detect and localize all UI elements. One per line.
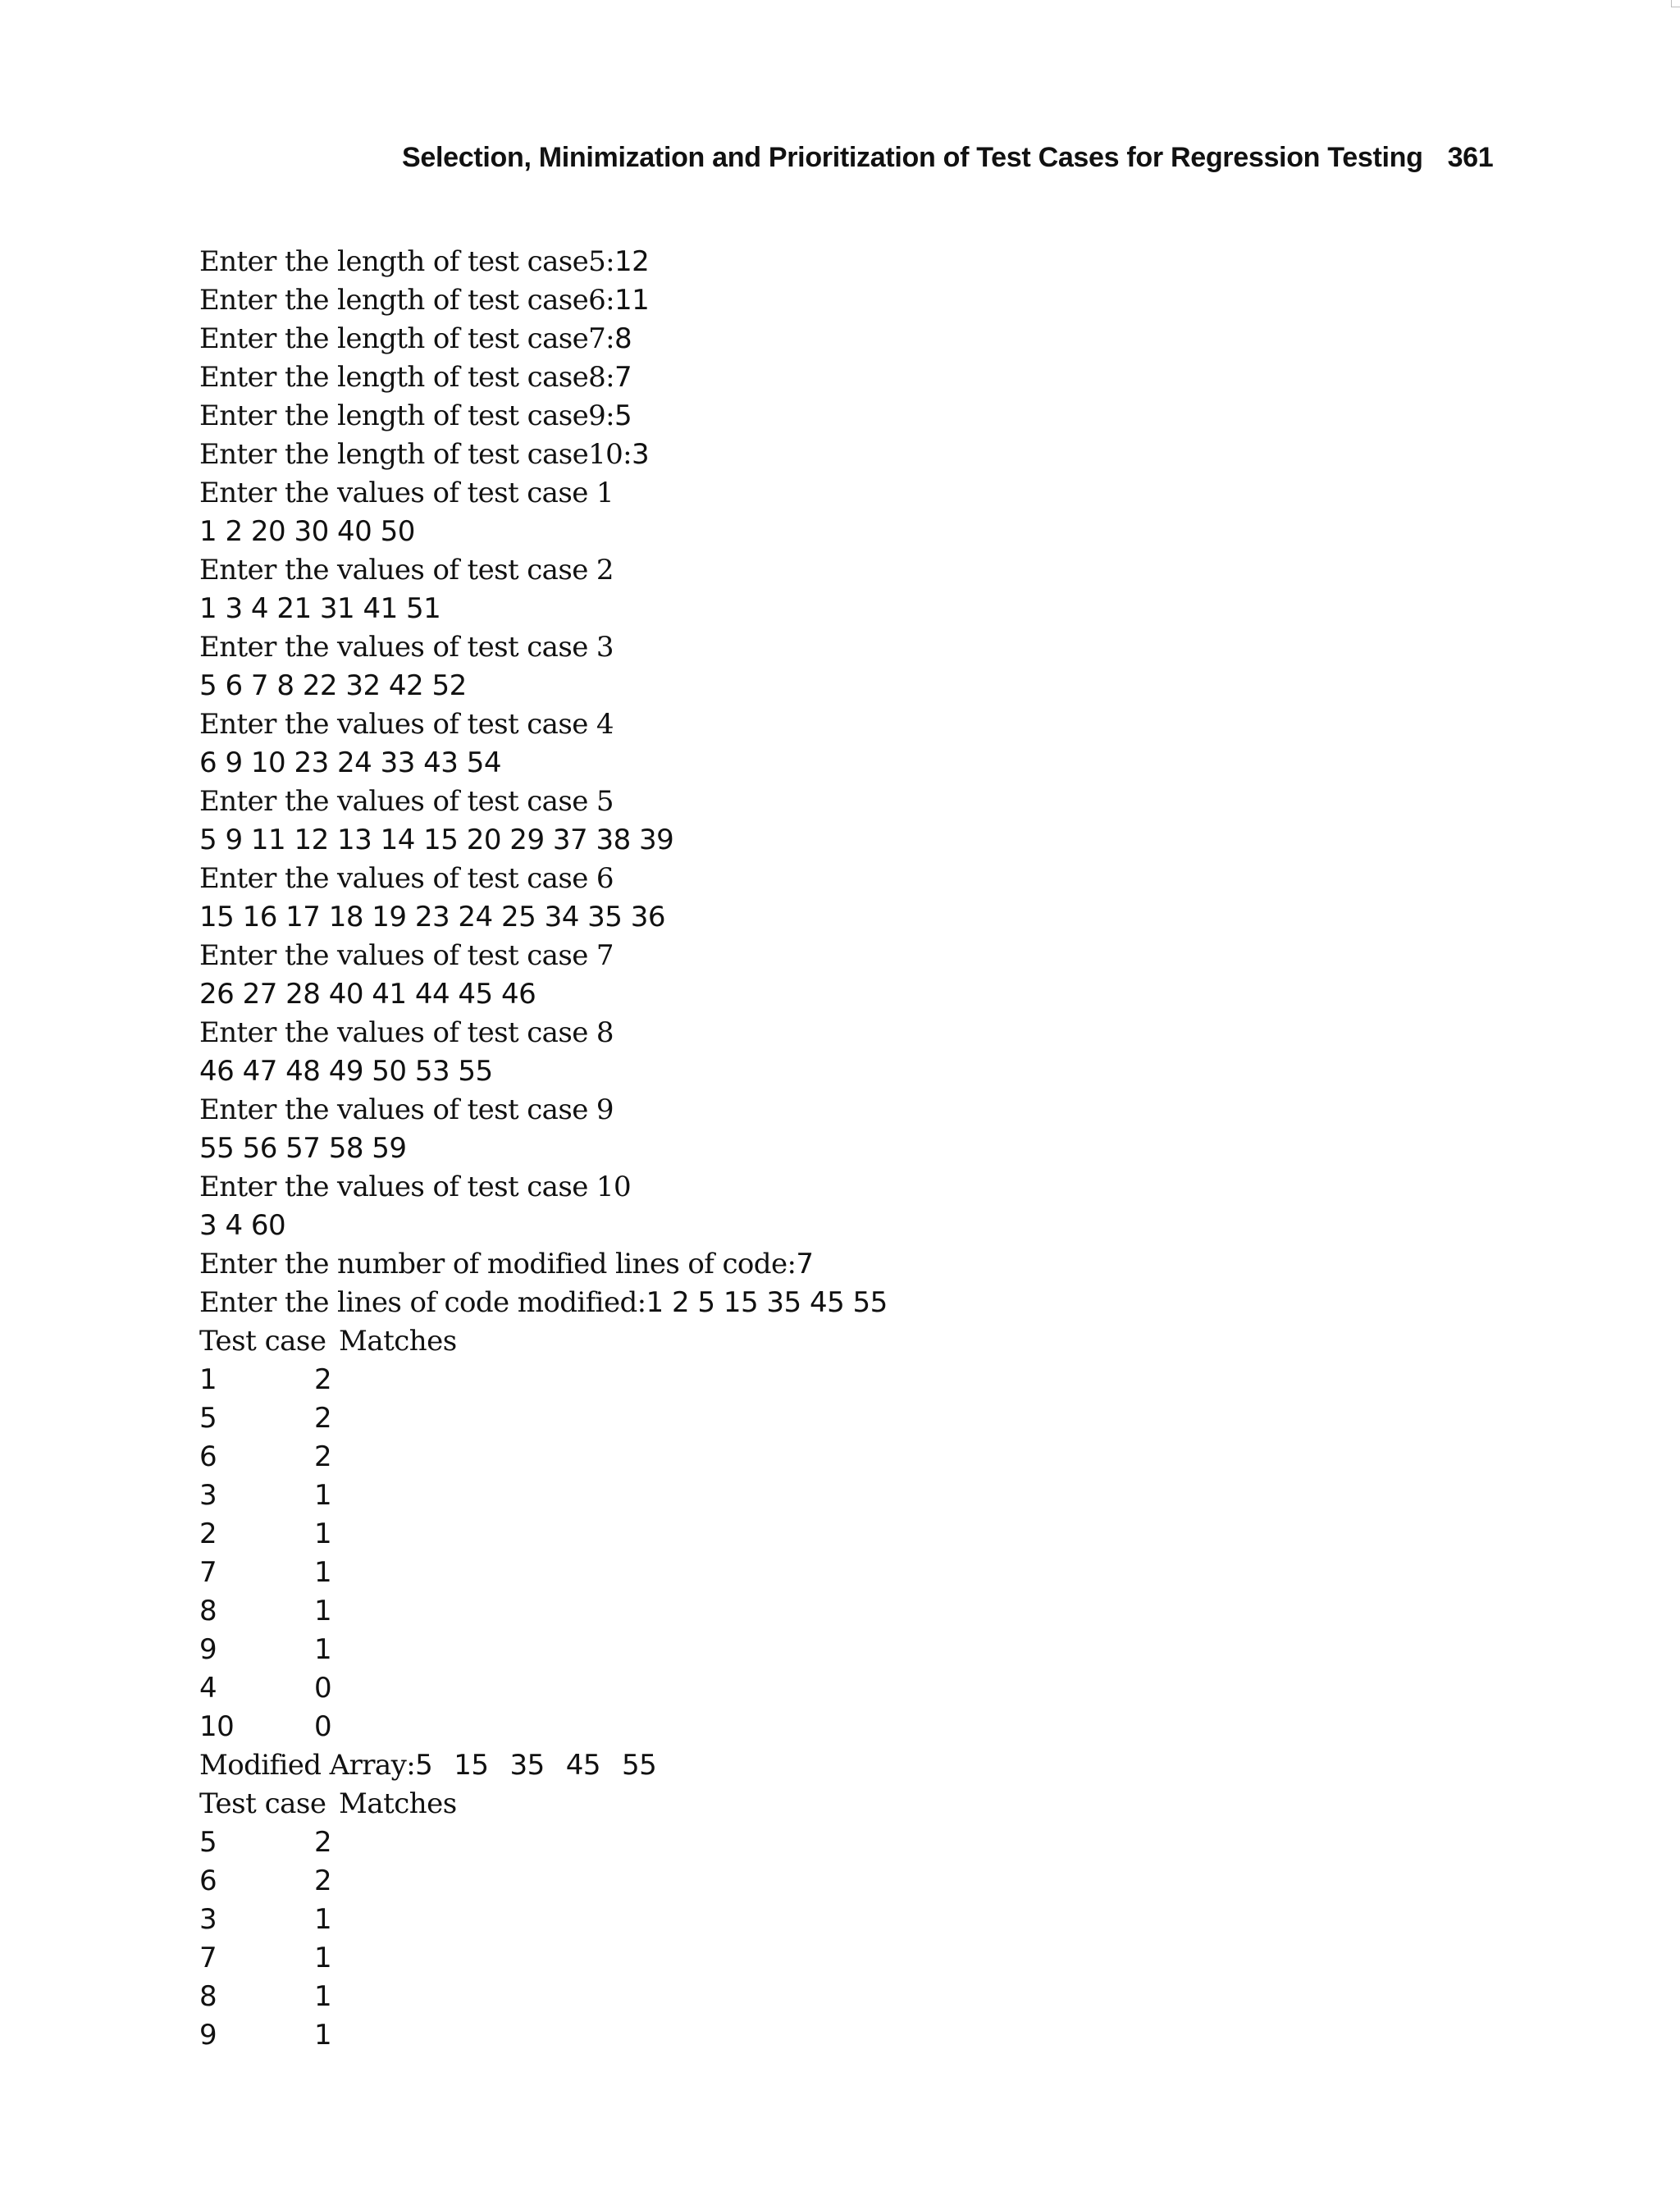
values-prompt: Enter the values of test case 9 [199, 1093, 614, 1126]
modified-lines-value: 1 2 5 15 35 45 55 [646, 1286, 888, 1319]
modified-array-value: 35 [509, 1749, 545, 1782]
matches-cell: 2 [314, 1363, 332, 1396]
matches-cell: 1 [314, 1980, 332, 2013]
test-case-cell: 9 [199, 2019, 217, 2052]
length-prompt-label: Enter the length of test case5: [199, 245, 615, 278]
table-row [199, 1399, 1512, 1438]
length-prompt-label: Enter the length of test case8: [199, 361, 615, 394]
modified-array-value: 55 [622, 1749, 657, 1782]
length-prompt-line [199, 397, 1512, 436]
matches-cell: 0 [314, 1710, 332, 1743]
table-row [199, 1631, 1512, 1669]
table-row [199, 1862, 1512, 1901]
table-row [199, 1438, 1512, 1477]
values-prompt: Enter the values of test case 8 [199, 1016, 614, 1049]
table1-header [199, 1322, 1512, 1361]
length-input-value: 12 [614, 245, 650, 278]
test-case-cell: 6 [199, 1865, 217, 1897]
values-prompt: Enter the values of test case 5 [199, 785, 614, 818]
matches-cell: 1 [314, 1942, 332, 1974]
table-row [199, 1669, 1512, 1708]
values-input: 1 2 20 30 40 50 [199, 515, 415, 548]
modified-count-label: Enter the number of modified lines of code: [199, 1248, 797, 1280]
values-input: 15 16 17 18 19 23 24 25 34 35 36 [199, 901, 665, 933]
matches-cell: 1 [314, 1518, 332, 1550]
values-prompt: Enter the values of test case 3 [199, 631, 614, 664]
modified-array-line [199, 1746, 1512, 1785]
matches-cell: 2 [314, 1865, 332, 1897]
values-input: 46 47 48 49 50 53 55 [199, 1055, 493, 1088]
length-prompt-line [199, 358, 1512, 397]
values-input: 1 3 4 21 31 41 51 [199, 592, 441, 625]
test-case-cell: 5 [199, 1826, 217, 1859]
length-prompt-line [199, 320, 1512, 358]
table2-header [199, 1785, 1512, 1823]
values-input: 5 9 11 12 13 14 15 20 29 37 38 39 [199, 824, 674, 856]
values-prompt: Enter the values of test case 6 [199, 862, 614, 895]
page-header [402, 136, 1494, 179]
values-input: 3 4 60 [199, 1209, 286, 1242]
test-case-cell: 10 [199, 1710, 235, 1743]
table-row [199, 1939, 1512, 1978]
matches-cell: 1 [314, 1595, 332, 1627]
test-case-cell: 7 [199, 1556, 217, 1589]
test-case-cell: 1 [199, 1363, 217, 1396]
values-input: 26 27 28 40 41 44 45 46 [199, 978, 536, 1011]
test-case-cell: 2 [199, 1518, 217, 1550]
column-header-test-case: Test case [199, 1325, 326, 1358]
values-prompt: Enter the values of test case 1 [199, 477, 614, 509]
values-input: 6 9 10 23 24 33 43 54 [199, 746, 501, 779]
page-number: 361 [1447, 142, 1494, 173]
matches-cell: 2 [314, 1402, 332, 1435]
table-row [199, 1708, 1512, 1746]
values-prompt: Enter the values of test case 4 [199, 708, 614, 741]
modified-array-value: 5 [415, 1749, 433, 1782]
test-case-cell: 8 [199, 1980, 217, 2013]
values-input: 55 56 57 58 59 [199, 1132, 407, 1165]
test-case-cell: 3 [199, 1479, 217, 1512]
length-prompt-label: Enter the length of test case7: [199, 322, 615, 355]
table-row [199, 1361, 1512, 1399]
length-input-value: 5 [614, 399, 632, 432]
matches-cell: 1 [314, 1903, 332, 1936]
values-prompt: Enter the values of test case 2 [199, 554, 614, 587]
column-header-matches: Matches [339, 1787, 457, 1820]
length-prompt-label: Enter the length of test case6: [199, 284, 615, 317]
modified-count-value: 7 [796, 1248, 814, 1280]
length-input-value: 8 [614, 322, 632, 355]
table-row [199, 1823, 1512, 1862]
length-input-value: 7 [614, 361, 632, 394]
matches-cell: 2 [314, 1440, 332, 1473]
modified-array-value: 45 [565, 1749, 601, 1782]
table-row [199, 1978, 1512, 2016]
matches-cell: 0 [314, 1672, 332, 1705]
modified-lines-line [199, 1284, 1512, 1322]
test-case-cell: 8 [199, 1595, 217, 1627]
test-case-cell: 4 [199, 1672, 217, 1705]
matches-cell: 1 [314, 1479, 332, 1512]
test-case-cell: 5 [199, 1402, 217, 1435]
length-prompt-label: Enter the length of test case9: [199, 399, 615, 432]
matches-cell: 1 [314, 2019, 332, 2052]
length-prompt-line [199, 243, 1512, 281]
test-case-cell: 3 [199, 1903, 217, 1936]
running-title: Selection, Minimization and Prioritization of Test Cases for Regression Testing [402, 142, 1423, 173]
length-prompt-line [199, 436, 1512, 474]
length-prompt-line [199, 281, 1512, 320]
values-prompt: Enter the values of test case 10 [199, 1171, 631, 1203]
table-row [199, 1901, 1512, 1939]
program-output [199, 243, 1512, 2055]
table-row [199, 1477, 1512, 1515]
modified-count-line [199, 1245, 1512, 1284]
values-input: 5 6 7 8 22 32 42 52 [199, 669, 467, 702]
modified-array-values [415, 1749, 656, 1782]
table-row [199, 1554, 1512, 1592]
column-header-test-case: Test case [199, 1787, 326, 1820]
length-prompt-label: Enter the length of test case10: [199, 438, 632, 471]
page-corner-mark [1671, 0, 1680, 7]
values-prompt: Enter the values of test case 7 [199, 939, 614, 972]
table-row [199, 1515, 1512, 1554]
modified-array-label: Modified Array: [199, 1749, 416, 1782]
table-row [199, 1592, 1512, 1631]
matches-cell: 1 [314, 1556, 332, 1589]
length-input-value: 11 [614, 284, 650, 317]
matches-cell: 2 [314, 1826, 332, 1859]
test-case-cell: 6 [199, 1440, 217, 1473]
test-case-cell: 9 [199, 1633, 217, 1666]
modified-array-value: 15 [454, 1749, 489, 1782]
length-input-value: 3 [632, 438, 650, 471]
matches-cell: 1 [314, 1633, 332, 1666]
modified-lines-label: Enter the lines of code modified: [199, 1286, 646, 1319]
table-row [199, 2016, 1512, 2055]
column-header-matches: Matches [339, 1325, 457, 1358]
test-case-cell: 7 [199, 1942, 217, 1974]
